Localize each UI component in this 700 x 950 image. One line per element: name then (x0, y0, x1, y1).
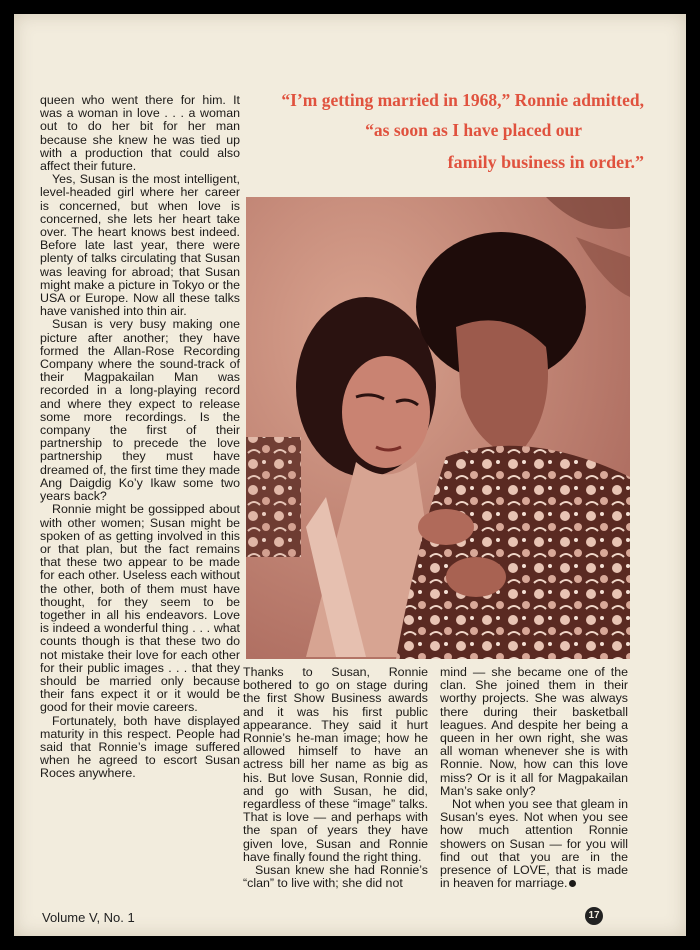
pull-quote-line-3: family business in order.” (447, 152, 644, 172)
pull-quote-line-2: “as soon as I have placed our (365, 120, 582, 140)
article-paragraph: Susan knew she had Ronnie’s “clan” to live with; she did not (243, 863, 428, 891)
end-mark-icon (569, 880, 576, 887)
article-paragraph: Fortunately, both have displayed maturity in this respect. People had said that Ronnie’s image suffered when he agreed to escort Susan Roces anywhere. (40, 713, 240, 781)
pull-quote (244, 89, 644, 173)
article-paragraph: Susan is very busy making one picture after another; they have formed the Allan-Rose Recording Company where the sound-track of their Magpakailan Man was recorded in a long-playing record and where they expect to release some more recordings. Is the company the first of their partnership to precede the love partnership they must have dreamed of, the first time they made Ang Daigdig Ko’y Ikaw some two years back? (40, 317, 240, 504)
magazine-page (14, 14, 686, 936)
couple-photo-illustration (246, 197, 630, 659)
article-column-2 (243, 666, 428, 890)
article-paragraph-text: Not when you see that gleam in Susan’s eyes. Not when you see how much attention Ronnie showers on Susan — for you will find out that you are in the presence of LOVE, that is made in heaven for marriage. (440, 797, 628, 891)
couple-photo (246, 197, 630, 659)
article-paragraph: mind — she became one of the clan. She joined them in their worthy projects. She was always there during their basketball leagues. And despite her being a queen in her own right, she was all woman whenever she is with Ronnie. Now, how can this love miss? Or is it all for Magpakailan Man’s sake only? (440, 665, 628, 798)
article-column-3 (440, 666, 628, 890)
article-paragraph: queen who went there for him. It was a woman in love . . . a woman out to do her bit for her man because she knew he was tied up with a production that could also affect their future. (40, 93, 240, 174)
volume-label: Volume V, No. 1 (42, 910, 135, 925)
article-paragraph: Ronnie might be gossipped about with other women; Susan might be spoken of as getting involved in this or that plan, but the fact remains that these two appear to be made for each other. Useless each without the other, both of them must have thought, for they seem to be together in all his endeavors. Love is indeed a wonderful thing . . . what counts though is that these two do not mistake their love for each other for their public images . . . that they should be married only because their fans expect it or it would be good for their movie careers. (40, 502, 240, 715)
article-paragraph: Thanks to Susan, Ronnie bothered to go on stage during the first Show Business awards and it was his first public appearance. They said it hurt Ronnie’s he-man image; how he allowed himself to have an actress bill her name as big as his. But love Susan, Ronnie did, and go with Susan, he did, regardless of these “image” talks. That is love — and perhaps with the span of years they have given love, Susan and Ronnie have finally found the right thing. (243, 665, 428, 864)
article-column-1 (40, 94, 240, 781)
article-paragraph: Yes, Susan is the most intelligent, level-headed girl where her career is concerned, but when love is concerned, she lets her heart take over. The heart knows best indeed. Before late last year, there were plenty of talks circulating that Susan was leaving for abroad; that Susan might make a picture in Tokyo or the USA or Europe. Now all these talks have vanished into thin air. (40, 172, 240, 319)
page-number: 17 (585, 907, 603, 925)
article-paragraph-final (440, 798, 628, 890)
pull-quote-line-1: “I’m getting married in 1968,” Ronnie admitted, (281, 90, 644, 110)
